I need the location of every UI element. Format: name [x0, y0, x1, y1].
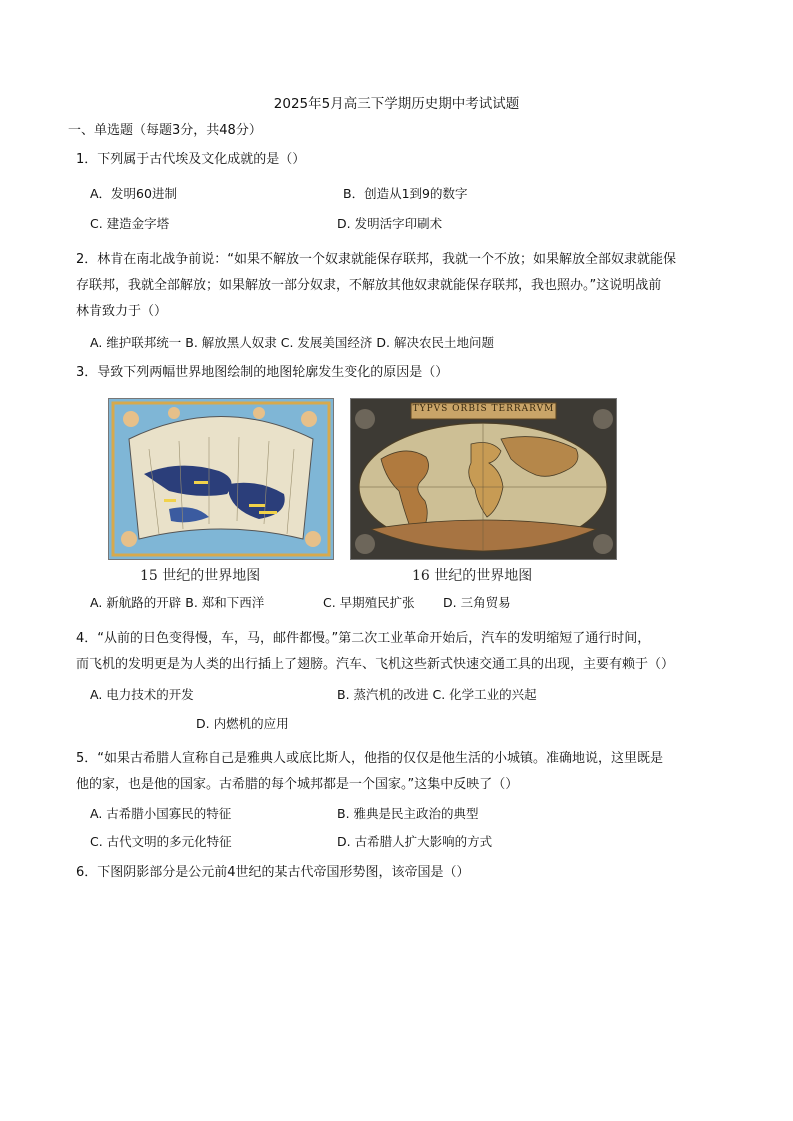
question-1-stem: 1．下列属于古代埃及文化成就的是（）: [76, 152, 306, 167]
question-5-option-a: A. 古希腊小国寡民的特征: [90, 806, 232, 821]
question-1-option-c: C. 建造金字塔: [90, 216, 170, 231]
question-2-line-1: 2．林肯在南北战争前说：“如果不解放一个奴隶就能保存联邦，我就一个不放；如果解放全部奴隶就能保: [76, 252, 677, 267]
question-4-option-d: D. 内燃机的应用: [196, 716, 289, 731]
question-4-line-1: 4．“从前的日色变得慢，车，马，邮件都慢。”第二次工业革命开始后，汽车的发明缩短了通行时间，: [76, 631, 651, 646]
section-heading: 一、单选题（每题3分，共48分）: [68, 123, 262, 138]
question-5-line-2: 他的家，也是他的国家。古希腊的每个城邦都是一个国家。”这集中反映了（）: [76, 777, 519, 792]
question-3-option-c: C. 早期殖民扩张: [323, 595, 415, 610]
question-3-option-d: D. 三角贸易: [443, 595, 511, 610]
question-6-stem: 6．下图阴影部分是公元前4世纪的某古代帝国形势图，该帝国是（）: [76, 865, 470, 880]
question-2-options: A. 维护联邦统一 B. 解放黑人奴隶 C. 发展美国经济 D. 解决农民土地问题: [90, 335, 494, 350]
question-3-options-ab: A. 新航路的开辟 B. 郑和下西洋: [90, 595, 265, 610]
question-5-option-b: B. 雅典是民主政治的典型: [337, 806, 479, 821]
question-5-option-c: C. 古代文明的多元化特征: [90, 834, 232, 849]
question-4-options-bc: B. 蒸汽机的改进 C. 化学工业的兴起: [337, 687, 537, 702]
question-3-stem: 3．导致下列两幅世界地图绘制的地图轮廓发生变化的原因是（）: [76, 365, 449, 380]
question-2-line-3: 林肯致力于（）: [76, 304, 168, 319]
map-2-caption: 16 世纪的世界地图: [412, 568, 533, 584]
question-4-line-2: 而飞机的发明更是为人类的出行插上了翅膀。汽车、飞机这些新式快速交通工具的出现，主要有赖于（）: [76, 657, 675, 672]
question-2-line-2: 存联邦，我就全部解放；如果解放一部分奴隶，不解放其他奴隶就能保存联邦，我也照办。”这说明战前: [76, 278, 662, 293]
map-1-caption: 15 世纪的世界地图: [140, 568, 261, 584]
question-1-option-d: D. 发明活字印刷术: [337, 216, 443, 231]
map-2-banner: TYPVS ORBIS TERRARVM: [412, 404, 555, 414]
question-4-option-a: A. 电力技术的开发: [90, 687, 194, 702]
fifteenth-century-world-map: [108, 398, 334, 560]
question-1-option-b: B．创造从1到9的数字: [343, 186, 468, 201]
question-5-line-1: 5．“如果古希腊人宣称自己是雅典人或底比斯人，他指的仅仅是他生活的小城镇。准确地说，这里既是: [76, 751, 664, 766]
question-5-option-d: D. 古希腊人扩大影响的方式: [337, 834, 493, 849]
sixteenth-century-world-map: [350, 398, 617, 560]
question-1-option-a: A．发明60进制: [90, 186, 177, 201]
page-title: 2025年5月高三下学期历史期中考试试题: [273, 96, 520, 112]
